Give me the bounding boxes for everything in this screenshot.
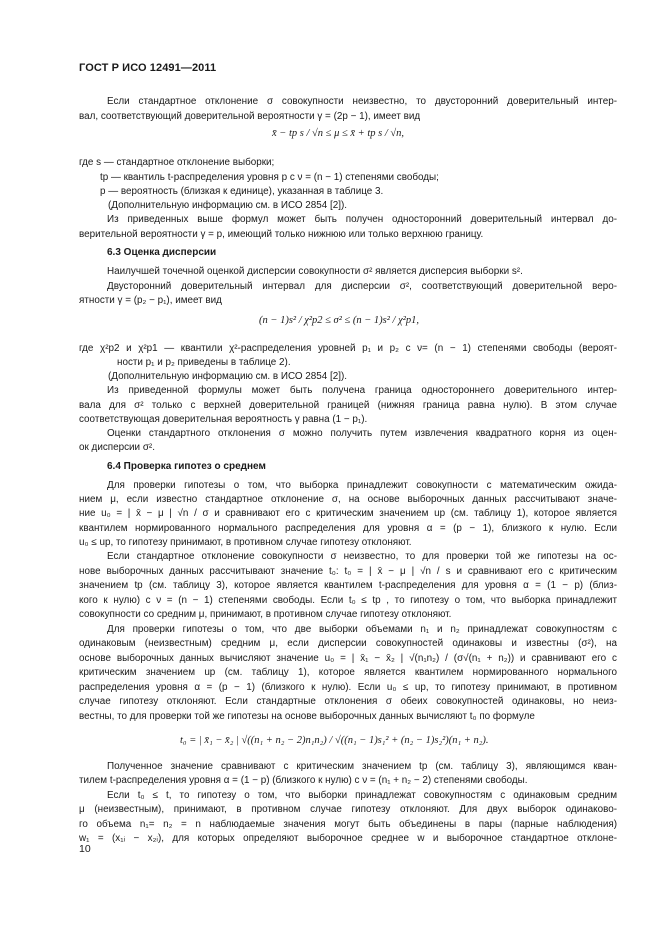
text-line: tp — квантиль t-распределения уровня p с ν = (n − 1) степенями свободы;	[100, 172, 439, 183]
text-line: ок дисперсии σ².	[79, 442, 155, 453]
text-line: одинаковым (неизвестным) средним μ, если дисперсии совокупностей одинаковы и известны (σ²), на	[79, 638, 617, 649]
text-line: Наилучшей точечной оценкой дисперсии совокупности σ² является дисперсия выборки s².	[107, 266, 523, 277]
text-line: вал, соответствующий доверительной вероятности γ = (2p − 1), имеет вид	[79, 111, 421, 122]
text-line: вестны, то для проверки той же гипотезы на основе выборочных данных вычисляют t₀ по формуле	[79, 711, 535, 722]
text-line: ятности γ = (p₂ − p₁), имеет вид	[79, 295, 222, 306]
text-line: Из приведенных выше формул может быть получен односторонний доверительный интервал до-	[107, 214, 617, 225]
text-line: нове выборочных данных рассчитывают значение t₀: t₀ = | x̄ − μ | √n / s и сравнивают его с критическим	[79, 566, 617, 577]
formula: (n − 1)s² / χ²p2 ≤ σ² ≤ (n − 1)s² / χ²p1,	[259, 315, 419, 326]
text-line: (Дополнительную информацию см. в ИСО 2854 [2]).	[108, 200, 347, 211]
text-line: (Дополнительную информацию см. в ИСО 2854 [2]).	[108, 371, 347, 382]
text-line: Из приведенной формулы может быть получена граница одностороннего доверительного интер-	[107, 385, 617, 396]
text-line: основе выборочных данных вычисляют значение u₀ = | x̄₁ − x̄₂ | √(n₁n₂) / (σ√(n₁ + n₂)) и сравнивают его с	[79, 653, 617, 664]
document-header: ГОСТ Р ИСО 12491—2011	[79, 62, 217, 74]
text-line: Двусторонний доверительный интервал для дисперсии σ², соответствующий доверительной веро-	[107, 281, 617, 292]
text-line: соответствующая доверительная вероятность γ равна (1 − p₁).	[79, 414, 368, 425]
text-line: квантилем нормированного нормального распределения для уровня α = (p − 1), близкого к нулю. Если	[79, 523, 617, 534]
text-line: совокупности со средним μ, принимают, в противном случае гипотезу отклоняют.	[79, 609, 452, 620]
formula: x̄ − tp s / √n ≤ μ ≤ x̄ + tp s / √n,	[272, 128, 405, 139]
text-line: Если стандартное отклонение σ совокупности неизвестно, то двусторонний доверительный интер-	[107, 96, 617, 107]
text-line: тилем t-распределения уровня α = (1 − p) (близкого к нулю) с ν = (n₁ + n₂ − 2) степенями свободы.	[79, 775, 528, 786]
formula: t₀ = | x̄₁ − x̄₂ | √((n₁ + n₂ − 2)n₁n₂) / √((n₁ − 1)s₁² + (n₂ − 1)s₂²)(n₁ + n₂).	[180, 735, 489, 746]
text-line: w₁ = (x₁ᵢ − x₂ᵢ), для которых определяют выборочное среднее w и выборочное стандартное отклоне-	[79, 833, 617, 844]
text-line: u₀ ≤ up, то гипотезу принимают, в противном случае гипотезу отклоняют.	[79, 537, 412, 548]
text-line: μ (неизвестным), принимают, в противном случае гипотезу отклоняют. Для двух выборок одинаково-	[79, 804, 617, 815]
section-heading: 6.3 Оценка дисперсии	[107, 247, 217, 258]
text-line: нием μ, если известно стандартное отклонение σ, на основе выборочных данных рассчитывают значе-	[79, 494, 617, 505]
page-number: 10	[79, 843, 91, 855]
text-line: критическим значением up (см. таблицу 1), которое является квантилем нормированного нормального	[79, 667, 617, 678]
text-line: Если t₀ ≤ t, то гипотезу о том, что выборки принадлежат совокупностям с одинаковым средним	[107, 790, 617, 801]
text-line: Для проверки гипотезы о том, что выборка принадлежит совокупности с математическим ожида-	[107, 480, 617, 491]
text-line: значением tp (см. таблицу 3), которое является квантилем t-распределения для уровня α = (1 − p) (близ-	[79, 580, 617, 591]
text-line: Полученное значение сравнивают с критическим значением tp (см. таблицу 3), являющимся кван-	[107, 761, 617, 772]
text-line: случае гипотезу отклоняют. Если стандартные отклонения σ обеих совокупностей одинаковы, но неиз-	[79, 696, 617, 707]
text-line: ности p₁ и p₂ приведены в таблице 2).	[117, 357, 291, 368]
text-line: распределения уровня α = (p − 1) (близкого к нулю). Если u₀ ≤ up, то гипотезу принимают, в противном	[79, 682, 617, 693]
text-line: Оценки стандартного отклонения σ можно получить путем извлечения квадратного корня из оцен-	[107, 428, 617, 439]
text-line: Для проверки гипотезы о том, что две выборки объемами n₁ и n₂ принадлежат совокупностям с	[107, 624, 617, 635]
text-line: где s — стандартное отклонение выборки;	[79, 157, 275, 168]
text-line: верительной вероятности γ = p, имеющий только нижнюю или только верхнюю границу.	[79, 229, 484, 240]
text-line: Если стандартное отклонение совокупности σ неизвестно, то для проверки той же гипотезы на ос-	[107, 551, 617, 562]
text-line: p — вероятность (близкая к единице), указанная в таблице 3.	[100, 186, 384, 197]
text-line: где χ²p2 и χ²p1 — квантили χ²-распределения уровней p₁ и p₂ с ν= (n − 1) степенями свободы (вероят-	[79, 343, 617, 354]
text-line: вала для σ² только с верхней доверительной границей (нижняя граница равна нулю). В этом случае	[79, 400, 617, 411]
text-line: ние u₀ = | x̄ − μ | √n / σ и сравнивают его с критическим значением up (см. таблицу 1), которое является	[79, 508, 617, 519]
text-line: кого к нулю) с ν = (n − 1) степенями свободы. Если t₀ ≤ tp , то гипотезу о том, что выборка принадлежит	[79, 595, 617, 606]
section-heading: 6.4 Проверка гипотез о среднем	[107, 461, 266, 472]
text-line: го объема n₁= n₂ = n наблюдаемые значения могут быть объединены в пары (парные наблюдения)	[79, 819, 617, 830]
